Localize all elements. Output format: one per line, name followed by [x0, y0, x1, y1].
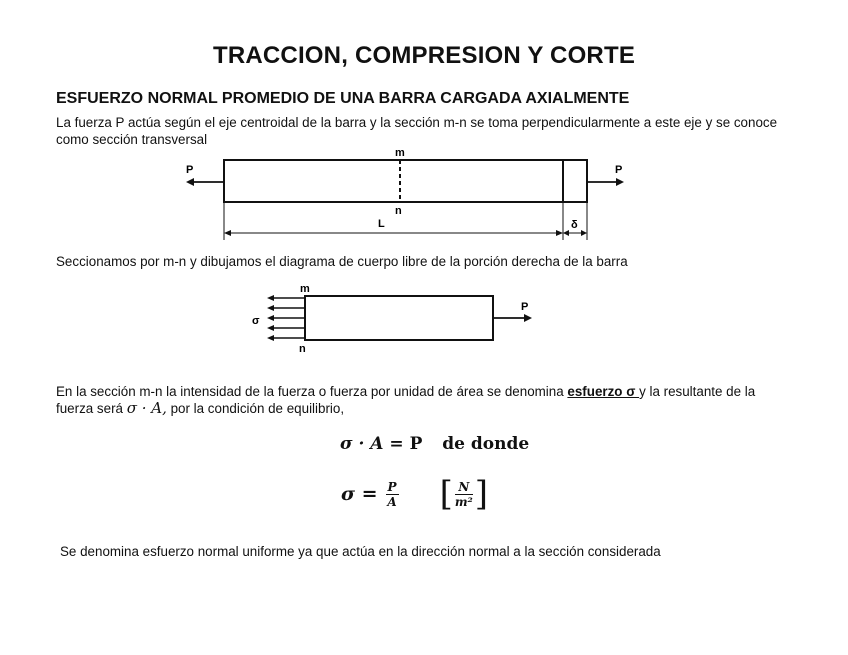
bar-body	[224, 160, 587, 202]
section-subtitle: ESFUERZO NORMAL PROMEDIO DE UNA BARRA CARGADA AXIALMENTE	[56, 90, 630, 107]
para3-text-c: por la condición de equilibrio,	[166, 401, 345, 416]
equation-equilibrium	[340, 434, 529, 454]
label-m: m	[395, 147, 405, 159]
eq2-numerator: P	[387, 479, 397, 494]
fbd-label-m: m	[300, 283, 310, 295]
eq2-denominator: A	[387, 494, 397, 509]
paragraph-section: Seccionamos por m-n y dibujamos el diagrama de cuerpo libre de la porción derecha de la barra	[56, 254, 628, 269]
para3-text-a: En la sección m-n la intensidad de la fuerza o fuerza por unidad de área se denomina	[56, 384, 568, 399]
unit-numerator: N	[455, 480, 473, 495]
eq1-lhs: σ · A	[340, 434, 384, 454]
force-right-arrowhead	[616, 178, 624, 186]
fbd-label-p: P	[521, 301, 529, 313]
page-title: TRACCION, COMPRESION Y CORTE	[212, 42, 636, 69]
eq2-fraction	[384, 478, 401, 510]
term-esfuerzo: esfuerzo σ	[567, 384, 640, 399]
stress-arrows	[272, 298, 305, 338]
free-body-diagram	[0, 280, 848, 360]
force-left-arrowhead	[186, 178, 194, 186]
paragraph-conclusion: Se denomina esfuerzo normal uniforme ya que actúa en la dirección normal a la sección considerada	[60, 544, 661, 559]
label-delta: δ	[571, 219, 578, 231]
unit-bracket-left: [	[439, 474, 453, 514]
fbd-label-sigma: σ	[252, 315, 260, 327]
label-p-right: P	[615, 164, 623, 176]
stress-arrowheads	[267, 295, 274, 341]
inline-math-sigma-a: σ · A,	[126, 399, 167, 417]
unit-bracket-right: ]	[474, 474, 489, 514]
label-L: L	[378, 218, 385, 230]
unit-denominator: m²	[454, 494, 473, 509]
paragraph-stress-definition	[56, 383, 796, 417]
equation-stress	[340, 474, 489, 514]
dim-delta-arrow-left	[563, 230, 569, 236]
eq1-rhs: = P	[389, 434, 423, 454]
dim-L-arrow-left	[224, 230, 231, 236]
fbd-force-arrowhead	[524, 314, 532, 322]
dim-delta-arrow-right	[581, 230, 587, 236]
paragraph-intro: La fuerza P actúa según el eje centroidal de la barra y la sección m-n se toma perpendicularmente a este eje y se conoce como sección transversal	[56, 115, 778, 147]
bar-diagram	[0, 140, 848, 245]
eq2-lhs: σ =	[341, 483, 378, 505]
label-n: n	[395, 205, 402, 217]
fbd-bar	[305, 296, 493, 340]
fbd-label-n: n	[299, 343, 306, 355]
eq1-text: de donde	[442, 434, 530, 454]
dim-L-arrow-right	[556, 230, 563, 236]
unit-fraction	[454, 478, 474, 510]
para3-text-b: y la resultante de la fuerza será	[56, 384, 756, 416]
label-p-left: P	[186, 164, 194, 176]
